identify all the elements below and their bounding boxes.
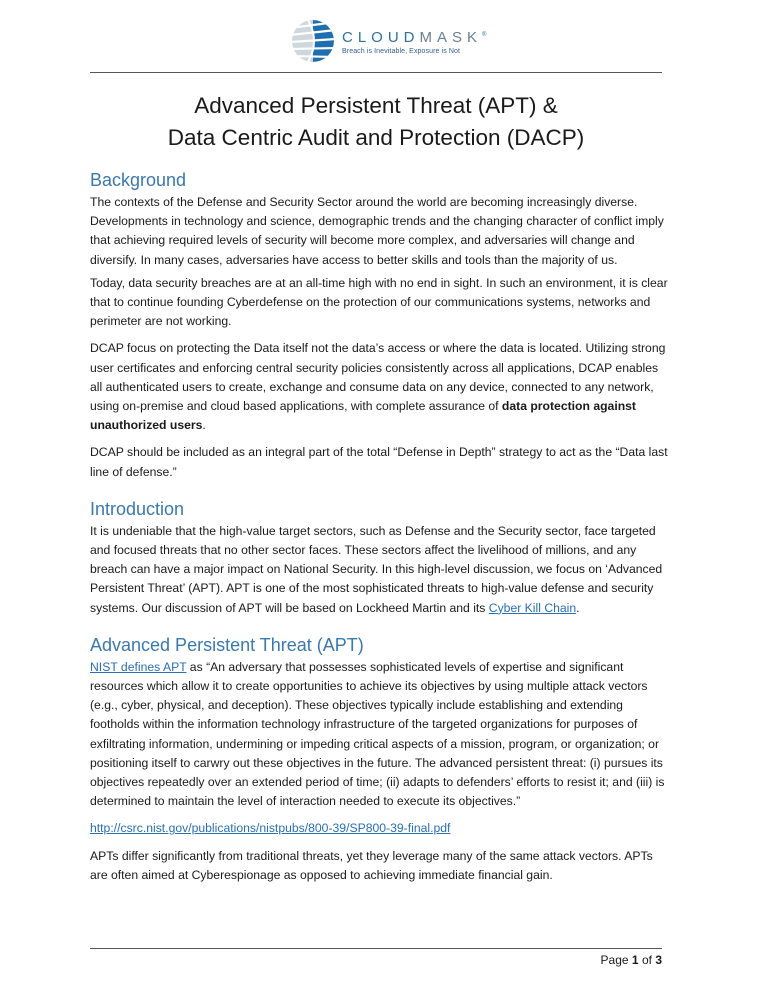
heading-apt: Advanced Persistent Threat (APT) <box>90 634 364 655</box>
paragraph: NIST defines APT as “An adversary that possesses sophisticated levels of expertise and significant resources which allow it to create opportunities to achieve its objectives by using multiple attack vectors (e.g., cyber, physical, and deception). These objectives typically include establishing and extending footholds within the information technology infrastructure of the targeted organizations for purposes of exfiltrating information, undermining or impeding critical aspects of a mission, program, or organization; or positioning itself to carwry out these objectives in the future. The advanced persistent threat: (i) pursues its objectives repeatedly over an extended period of time; (ii) adapts to defenders’ efforts to resist it; and (iii) is determined to maintain the level of interaction needed to execute its objectives.” <box>90 659 665 809</box>
paragraph: DCAP should be included as an integral part of the total “Defense in Depth” strategy to act as the “Data last line of defense.” <box>90 445 668 479</box>
paragraph: APTs differ significantly from traditional threats, yet they leverage many of the same attack vectors. APTs are often aimed at Cyberespionage as opposed to achieving immediate financial gain. <box>90 848 653 882</box>
brand-name: CLOUDMASK® <box>342 29 487 46</box>
document-title <box>90 90 662 154</box>
bold-phrase: data protection against unauthorized users <box>90 399 636 433</box>
paragraph <box>90 819 670 838</box>
nist-defines-apt-link[interactable]: NIST defines APT <box>90 659 187 674</box>
cloudmask-logo <box>290 18 486 64</box>
globe-icon <box>290 18 336 64</box>
cyber-kill-chain-link[interactable]: Cyber Kill Chain <box>488 600 577 615</box>
nist-pdf-link[interactable]: http://csrc.nist.gov/publications/nistpubs/800-39/SP800-39-final.pdf <box>90 821 451 836</box>
footer-rule <box>90 948 662 949</box>
paragraph: Today, data security breaches are at an all-time high with no end in sight. In such an environment, it is clear that to continue founding Cyberdefense on the protection of our communications systems, networks and perimeter are not working. <box>90 275 668 329</box>
brand-tagline: Breach is Inevitable, Exposure is Not <box>342 48 461 55</box>
heading-background: Background <box>90 170 187 190</box>
title-line-1: Advanced Persistent Threat (APT) & <box>194 93 558 118</box>
paragraph: The contexts of the Defense and Security Sector around the world are becoming increasingly diverse. Developments in technology and science, demographic trends and the changing character of conflict imply that achieving required levels of security will become more complex, and adversaries will change and diversify. In many cases, adversaries have access to better skills and tools than the majority of us. <box>90 195 664 267</box>
document-body <box>90 167 670 893</box>
page-number: Page 1 of 3 <box>600 953 662 967</box>
header-rule <box>90 72 662 73</box>
paragraph: DCAP focus on protecting the Data itself not the data’s access or where the data is located. Utilizing strong user certificates and enforcing central security policies consistently across all applications, DCAP enables all authenticated users to create, exchange and consume data on any device, connected to any network, using on-premise and cloud based applications, with complete assurance of data protection against unauthorized users. <box>90 341 666 433</box>
paragraph: It is undeniable that the high-value target sectors, such as Defense and the Security sector, face targeted and focused threats that no other sector faces. These sectors affect the livelihood of millions, and any breach can have a major impact on National Security. In this high-level discussion, we focus on ‘Advanced Persistent Threat’ (APT). APT is one of the most sophisticated threats to high-value defense and security systems. Our discussion of APT will be based on Lockheed Martin and its Cyber Kill Chain. <box>90 523 663 615</box>
heading-introduction: Introduction <box>90 498 185 519</box>
title-line-2: Data Centric Audit and Protection (DACP) <box>167 125 585 150</box>
